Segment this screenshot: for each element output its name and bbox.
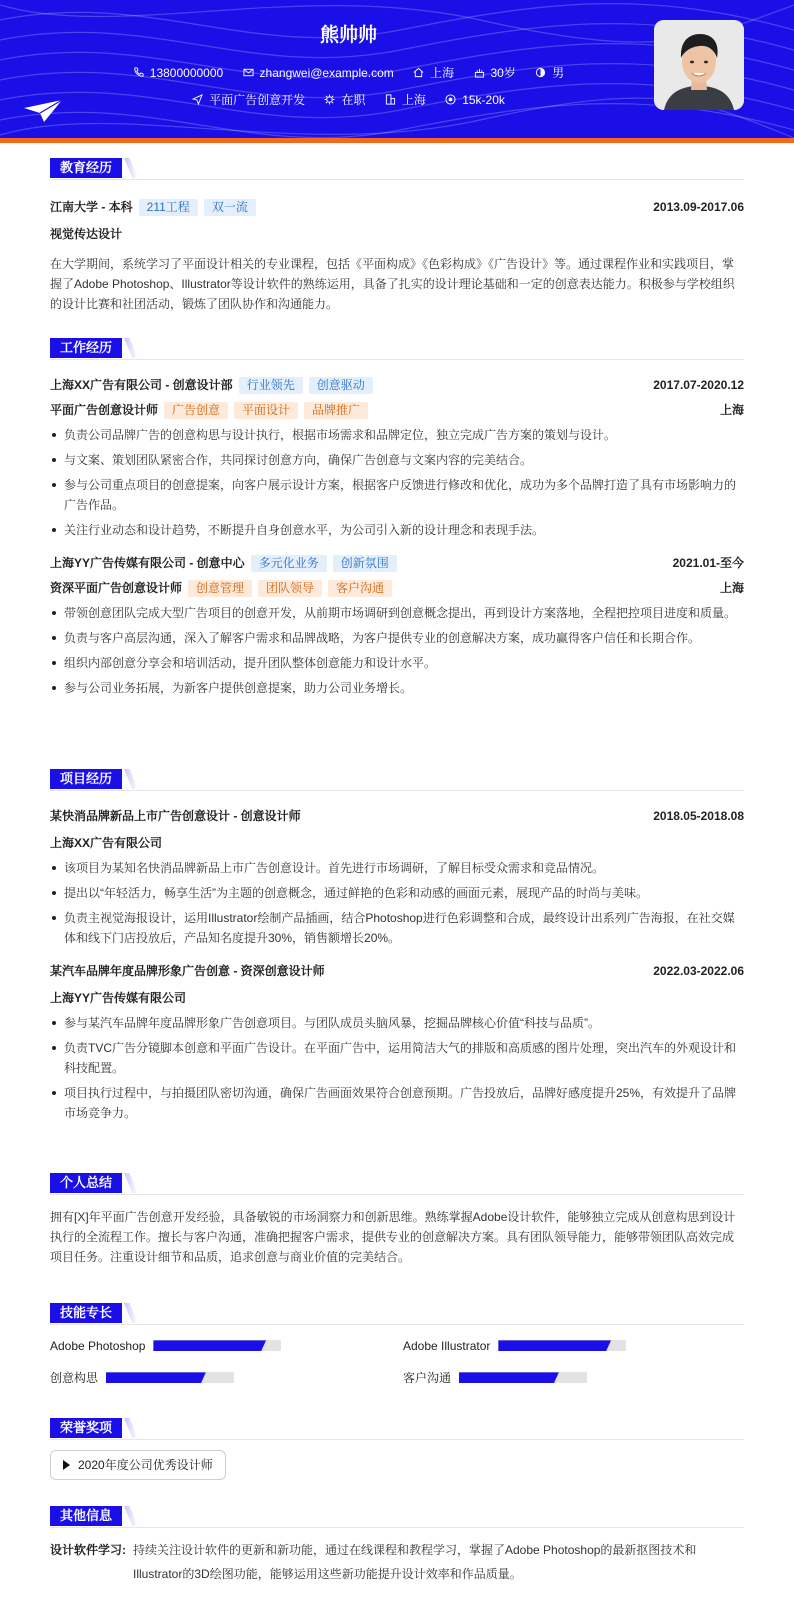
gear-icon (324, 94, 335, 105)
section-header (50, 1303, 744, 1325)
project-title-row (50, 961, 744, 981)
phone-icon (133, 67, 144, 78)
phone-item (133, 66, 223, 80)
status-item (324, 91, 365, 108)
skill-name: Adobe Photoshop (50, 1338, 146, 1353)
city-text: 上海 (430, 66, 455, 80)
position-text: 平面广告创意开发 (209, 93, 306, 107)
list-item: 负责TVC广告分镜脚本创意和平面广告设计。在平面广告中，运用简洁大气的排版和高质感的图片处理，突出汽车的外观设计和科技配置。 (50, 1038, 744, 1078)
education-period: 2013.09-2017.06 (653, 200, 744, 214)
project-period: 2018.05-2018.08 (653, 809, 744, 823)
list-item: 与文案、策划团队紧密合作，共同探讨创意方向，确保广告创意与文案内容的完美结合。 (50, 450, 744, 470)
job-period: 2021.01-至今 (672, 556, 744, 570)
role-tag: 广告创意 (164, 402, 228, 419)
company-tag: 多元化业务 (251, 555, 327, 572)
job-period: 2017.07-2020.12 (653, 378, 744, 392)
skill-level-fill (153, 1340, 266, 1351)
project-title-row (50, 806, 744, 826)
award-item (50, 1450, 226, 1480)
job-intent-row (0, 91, 697, 108)
role-tag: 平面设计 (234, 402, 298, 419)
section-title: 技能专长 (50, 1303, 122, 1323)
company-name: 上海YY广告传媒有限公司 - 创意中心 (50, 556, 245, 570)
job-location: 上海 (719, 581, 744, 595)
paper-plane-icon (24, 100, 64, 122)
other-info-value: 持续关注设计软件的更新和新功能，通过在线课程和教程学习，掌握了Adobe Photoshop的最新抠图技术和Illustrator的3D绘图功能，能够运用这些新功能提升设计效率和作品质量。 (133, 1543, 697, 1581)
list-item: 参与公司业务拓展，为新客户提供创意提案，助力公司业务增长。 (50, 678, 744, 698)
list-item: 组织内部创意分享会和培训活动，提升团队整体创意能力和设计水平。 (50, 653, 744, 673)
salary-text: 15k-20k (462, 93, 505, 107)
candidate-name: 熊帅帅 (319, 25, 377, 46)
project-item (50, 806, 744, 948)
skill-item (50, 1335, 281, 1355)
skill-level-bar (459, 1372, 587, 1383)
other-info-key: 设计软件学习: (50, 1543, 126, 1557)
skill-level-bar (106, 1372, 234, 1383)
school-name: 江南大学 - 本科 (50, 200, 133, 214)
section-title-decor (124, 338, 138, 358)
section-title: 教育经历 (50, 158, 122, 178)
project-item (50, 961, 744, 1123)
gender-text: 男 (552, 66, 565, 80)
list-item: 参与某汽车品牌年度品牌形象广告创意项目。与团队成员头脑风暴，挖掘品牌核心价值“科技与品质”。 (50, 1013, 744, 1033)
list-item: 带领创意团队完成大型广告项目的创意开发，从前期市场调研到创意概念提出，再到设计方案落地，全程把控项目进度和质量。 (50, 603, 744, 623)
project-period: 2022.03-2022.06 (653, 964, 744, 978)
header-accent-stripe (0, 138, 794, 143)
gender-icon (535, 67, 546, 78)
skill-item (403, 1335, 626, 1355)
job-role-row (50, 578, 744, 598)
list-item: 关注行业动态和设计趋势，不断提升自身创意水平，为公司引入新的设计理念和表现手法。 (50, 520, 744, 540)
send-icon (192, 94, 203, 105)
building-icon (385, 94, 396, 105)
avatar (654, 20, 744, 110)
education-section (50, 158, 744, 314)
project-name: 某快消品牌新品上市广告创意设计 - 创意设计师 (50, 809, 301, 823)
section-title: 个人总结 (50, 1173, 122, 1193)
projects-section (50, 769, 744, 1123)
salary-item (445, 93, 505, 107)
education-description: 在大学期间，系统学习了平面设计相关的专业课程，包括《平面构成》《色彩构成》《广告设计》等。通过课程作业和实践项目，掌握了Adobe Photoshop、Illustrator等设计软件的熟练运用，具备了扎实的设计理论基础和一定的创意表达能力。积极参与学校组织的设计比赛和社团活动，锻炼了团队协作和沟通能力。 (50, 257, 735, 311)
school-tag: 211工程 (139, 199, 198, 216)
contact-row (0, 64, 697, 81)
summary-section (50, 1173, 744, 1267)
home-icon (413, 67, 424, 78)
award-text: 2020年度公司优秀设计师 (78, 1458, 213, 1472)
job-location: 上海 (719, 403, 744, 417)
section-header (50, 769, 744, 791)
skill-level-fill (498, 1340, 611, 1351)
list-item: 负责主视觉海报设计，运用Illustrator绘制产品插画，结合Photoshop进行色彩调整和合成，最终设计出系列广告海报，在社交媒体和线下门店投放后，产品知名度提升30%，销售额增长20%。 (50, 908, 744, 948)
role-tag: 品牌推广 (304, 402, 368, 419)
skill-level-fill (459, 1372, 559, 1383)
summary-text: 拥有[X]年平面广告创意开发经验，具备敏锐的市场洞察力和创新思维。熟练掌握Adobe设计软件，能够独立完成从创意构思到设计执行的全流程工作。擅长与客户沟通，准确把握客户需求，提供专业的创意解决方案。具有团队领导能力，能够带领团队高效完成项目任务。注重设计细节和品质，追求创意与商业价值的完美结合。 (50, 1210, 736, 1264)
major-row (50, 224, 744, 244)
gender-item (535, 64, 564, 81)
skill-name: Adobe Illustrator (403, 1338, 491, 1353)
education-row (50, 197, 744, 217)
section-header (50, 1418, 744, 1440)
section-title: 其他信息 (50, 1506, 122, 1526)
job-item (50, 375, 744, 540)
section-header (50, 158, 744, 180)
section-title-decor (124, 1418, 138, 1438)
list-item: 该项目为某知名快消品牌新品上市广告创意设计。首先进行市场调研，了解目标受众需求和竞品情况。 (50, 858, 744, 878)
job-company-row (50, 553, 744, 573)
project-company-row (50, 988, 744, 1008)
section-title: 荣誉奖项 (50, 1418, 122, 1438)
section-header (50, 1506, 744, 1528)
email-item (243, 66, 394, 80)
skills-grid (50, 1333, 744, 1393)
money-icon (445, 94, 456, 105)
cake-icon (474, 67, 485, 78)
work-city-text: 上海 (401, 93, 426, 107)
section-title-decor (124, 1303, 138, 1323)
list-item: 负责与客户高层沟通，深入了解客户需求和品牌战略，为客户提供专业的创意解决方案，成功赢得客户信任和长期合作。 (50, 628, 744, 648)
section-title: 工作经历 (50, 338, 122, 358)
job-role-row (50, 400, 744, 420)
school-tag: 双一流 (204, 199, 256, 216)
list-item: 项目执行过程中，与拍摄团队密切沟通，确保广告画面效果符合创意预期。广告投放后，品牌好感度提升25%，有效提升了品牌市场竞争力。 (50, 1083, 744, 1123)
skill-item (403, 1367, 587, 1387)
project-company-row (50, 833, 744, 853)
skill-name: 创意构思 (50, 1370, 99, 1385)
skill-level-bar (498, 1340, 626, 1351)
age-item (474, 64, 516, 81)
major-name: 视觉传达设计 (50, 227, 123, 241)
section-title-decor (124, 158, 138, 178)
job-company-row (50, 375, 744, 395)
project-name: 某汽车品牌年度品牌形象广告创意 - 资深创意设计师 (50, 964, 325, 978)
mail-icon (243, 67, 254, 78)
section-title-decor (124, 1173, 138, 1193)
section-title-decor (124, 769, 138, 789)
section-header (50, 1173, 744, 1195)
triangle-right-icon (63, 1460, 70, 1470)
position-item (192, 91, 305, 108)
other-section (50, 1506, 744, 1586)
role-name: 平面广告创意设计师 (50, 403, 159, 417)
role-name: 资深平面广告创意设计师 (50, 581, 183, 595)
project-bullets (50, 858, 744, 948)
section-title: 项目经历 (50, 769, 122, 789)
project-company: 上海XX广告有限公司 (50, 836, 163, 850)
job-item (50, 553, 744, 698)
section-title-decor (124, 1506, 138, 1526)
company-name: 上海XX广告有限公司 - 创意设计部 (50, 378, 233, 392)
list-item: 提出以“年轻活力，畅享生活”为主题的创意概念，通过鲜艳的色彩和动感的画面元素，展现产品的时尚与美味。 (50, 883, 744, 903)
list-item: 负责公司品牌广告的创意构思与设计执行，根据市场需求和品牌定位，独立完成广告方案的策划与设计。 (50, 425, 744, 445)
project-company: 上海YY广告传媒有限公司 (50, 991, 187, 1005)
company-tag: 创意驱动 (309, 377, 373, 394)
email-text: zhangwei@example.com (259, 66, 394, 80)
role-tag: 团队领导 (258, 580, 322, 597)
job-bullets (50, 425, 744, 540)
age-text: 30岁 (490, 66, 516, 80)
list-item: 参与公司重点项目的创意提案，向客户展示设计方案，根据客户反馈进行修改和优化，成功为多个品牌打造了具有市场影响力的广告作品。 (50, 475, 744, 515)
role-tag: 创意管理 (188, 580, 252, 597)
skill-item (50, 1367, 234, 1387)
city-item (413, 64, 454, 81)
avatar-portrait-icon (654, 20, 744, 110)
skill-level-bar (153, 1340, 281, 1351)
skill-level-fill (106, 1372, 206, 1383)
awards-section (50, 1418, 744, 1480)
work-section (50, 338, 744, 698)
skill-name: 客户沟通 (403, 1370, 452, 1385)
company-tag: 行业领先 (239, 377, 303, 394)
project-bullets (50, 1013, 744, 1123)
company-tag: 创新氛围 (333, 555, 397, 572)
status-text: 在职 (341, 93, 366, 107)
other-info-item (50, 1538, 744, 1586)
resume-header (0, 0, 794, 138)
phone-text: 13800000000 (149, 66, 224, 80)
section-header (50, 338, 744, 360)
work-city-item (385, 91, 426, 108)
skills-section (50, 1303, 744, 1393)
job-bullets (50, 603, 744, 698)
role-tag: 客户沟通 (328, 580, 392, 597)
